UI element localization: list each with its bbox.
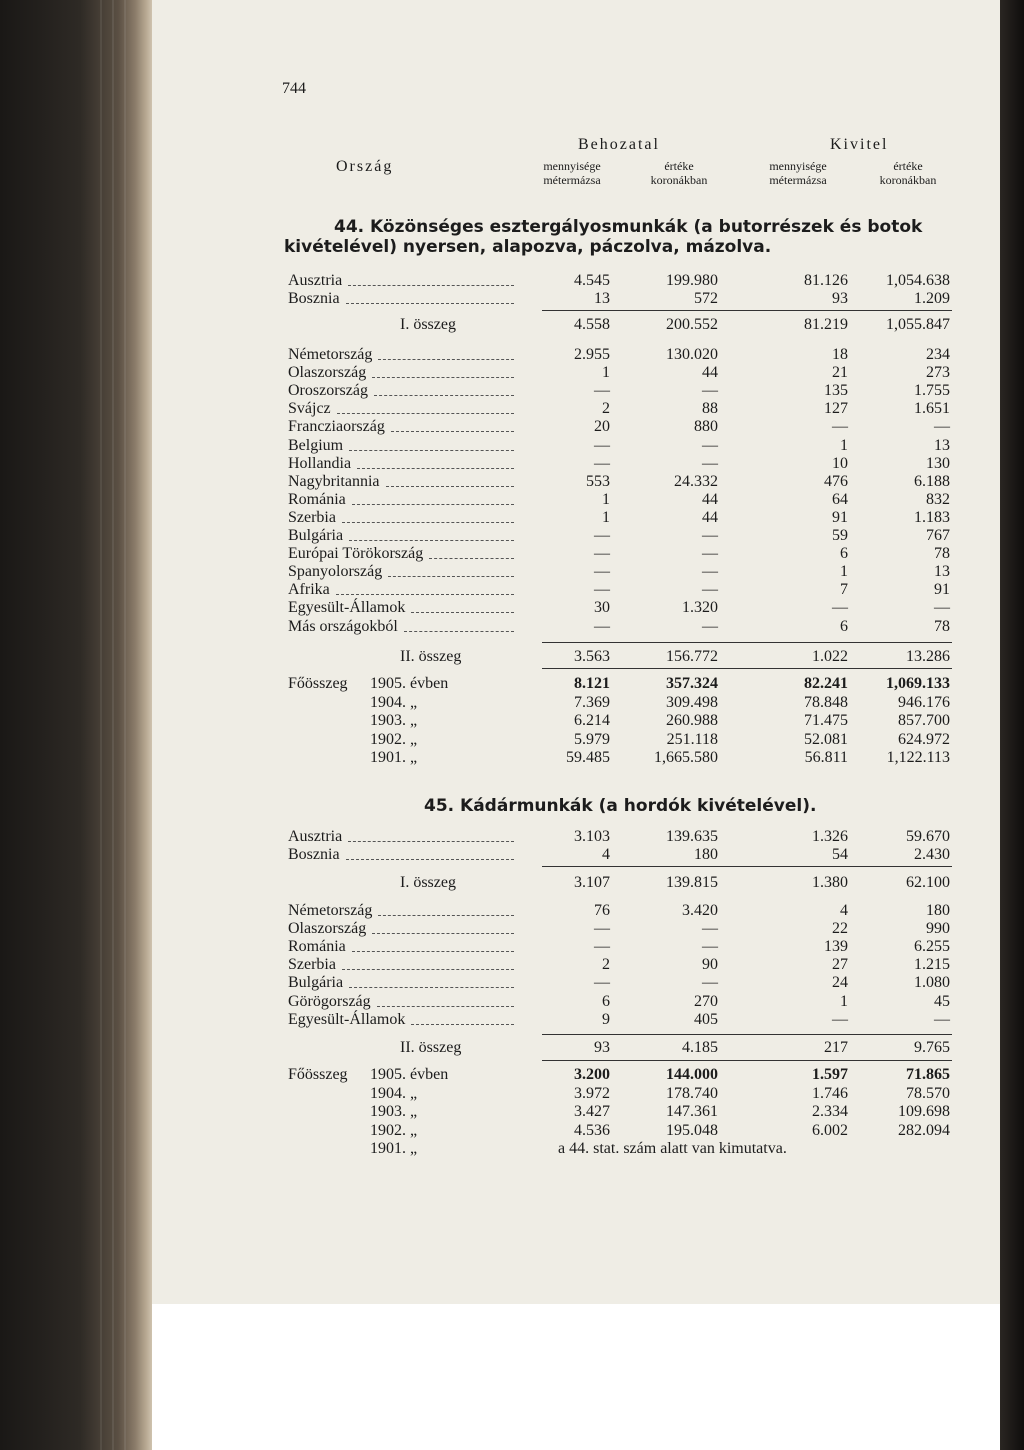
data-cell: 4 [602, 846, 610, 864]
data-cell: 127 [824, 400, 848, 418]
data-cell: 78 [934, 617, 950, 635]
data-cell: — [702, 581, 718, 599]
data-cell: 3.972 [574, 1084, 610, 1102]
data-cell: 78.570 [906, 1084, 950, 1102]
page-edge-right [1000, 0, 1024, 1450]
data-cell: 309.498 [666, 693, 718, 711]
data-cell: 91 [832, 508, 848, 526]
data-cell: 270 [694, 992, 718, 1010]
rule-line [542, 668, 952, 669]
leader-dots [342, 969, 514, 970]
data-cell: 1,122.113 [886, 749, 950, 766]
data-cell: 2.334 [812, 1103, 848, 1120]
country-label: Görögország [288, 992, 371, 1010]
data-cell: 1.380 [812, 874, 848, 891]
data-cell: 62.100 [906, 874, 950, 891]
data-cell: 4.536 [574, 1121, 610, 1139]
data-cell: 1.320 [682, 599, 718, 617]
data-cell: 180 [926, 902, 950, 919]
header-country: Ország [336, 158, 394, 175]
data-cell: 93 [594, 1039, 610, 1056]
data-cell: 13 [594, 290, 610, 308]
year-label: 1902. „ [370, 1121, 418, 1139]
header-import: Behozatal [578, 136, 660, 153]
table-title: kivételével) nyersen, alapozva, páczolva, mázolva. [284, 237, 772, 257]
data-cell: — [594, 527, 610, 544]
data-cell: 1 [602, 490, 610, 508]
country-label: Spanyolország [288, 563, 383, 581]
data-cell: 6.002 [812, 1121, 848, 1139]
data-cell: 93 [832, 290, 848, 308]
data-cell: 357.324 [666, 675, 718, 692]
country-label: Nagybritannia [288, 472, 380, 490]
data-cell: 476 [824, 472, 848, 490]
data-cell: — [702, 617, 718, 635]
data-cell: 6.255 [914, 938, 950, 956]
data-cell: 624.972 [898, 730, 950, 748]
data-cell: 45 [934, 992, 950, 1010]
column-header-measure: métermázsa [543, 173, 601, 187]
data-cell: 3.103 [574, 828, 610, 845]
country-label: Egyesült-Államok [288, 599, 406, 617]
country-label: Bosznia [288, 290, 340, 308]
data-cell: 59.485 [566, 749, 610, 766]
data-cell: 1.651 [914, 400, 950, 418]
data-cell: 44 [702, 490, 718, 508]
data-cell: 135 [824, 382, 848, 400]
data-cell: 234 [926, 346, 950, 363]
data-cell: 44 [702, 508, 718, 526]
data-cell: — [594, 617, 610, 635]
rule-line [542, 1034, 952, 1035]
data-cell: 1,665.580 [654, 749, 718, 766]
leader-dots [346, 859, 514, 860]
data-cell: 2.430 [914, 846, 950, 864]
data-cell: 3.420 [682, 902, 718, 919]
data-cell: 1.755 [914, 382, 950, 400]
data-cell: 990 [926, 920, 950, 938]
data-cell: — [594, 454, 610, 472]
country-label: Bulgária [288, 527, 344, 544]
data-cell: 71.865 [906, 1066, 950, 1083]
sum-label: II. összeg [400, 1039, 462, 1056]
data-cell: 832 [926, 490, 950, 508]
data-cell: — [594, 581, 610, 599]
data-cell: 81.219 [804, 316, 848, 333]
year-label: 1902. „ [370, 730, 418, 748]
data-cell: 22 [832, 920, 848, 938]
column-header-measure: métermázsa [769, 173, 827, 187]
data-cell: — [594, 938, 610, 956]
year-label: 1903. „ [370, 712, 418, 729]
leader-dots [342, 522, 514, 523]
data-cell: 8.121 [574, 675, 610, 692]
data-cell: 9 [602, 1010, 610, 1028]
country-label: Németország [288, 902, 373, 919]
page-number: 744 [282, 80, 306, 97]
data-cell: 251.118 [666, 730, 718, 748]
data-cell: 52.081 [804, 730, 848, 748]
data-cell: 30 [594, 599, 610, 617]
data-cell: 1,054.638 [886, 272, 950, 289]
data-cell: 147.361 [666, 1103, 718, 1120]
country-label: Románia [288, 490, 346, 508]
data-cell: 4.185 [682, 1039, 718, 1056]
data-cell: 5.979 [574, 730, 610, 748]
country-label: Svájcz [288, 400, 331, 418]
data-cell: — [934, 1010, 950, 1028]
country-label: Bosznia [288, 846, 340, 864]
data-cell: 178.740 [666, 1084, 718, 1102]
column-header-unit: értéke [893, 159, 923, 173]
data-cell: 4.558 [574, 316, 610, 333]
data-cell: 44 [702, 364, 718, 382]
data-cell: 260.988 [666, 712, 718, 729]
data-cell: 7.369 [574, 693, 610, 711]
data-cell: 1.209 [914, 290, 950, 308]
book-page [152, 0, 1000, 1304]
year-label: 1901. „ [370, 1140, 418, 1157]
header-export: Kivitel [830, 136, 889, 153]
data-cell: — [934, 599, 950, 617]
country-label: Románia [288, 938, 346, 956]
data-cell: — [832, 1010, 848, 1028]
data-cell: 24 [832, 974, 848, 992]
data-cell: 56.811 [804, 749, 848, 766]
leader-dots [346, 303, 514, 304]
data-cell: 78.848 [804, 693, 848, 711]
data-cell: — [702, 436, 718, 454]
data-cell: — [702, 920, 718, 938]
data-cell: — [702, 974, 718, 992]
country-label: Más országokból [288, 617, 398, 635]
data-cell: — [594, 563, 610, 581]
data-cell: — [702, 938, 718, 956]
data-cell: 6 [840, 617, 848, 635]
data-cell: 1 [840, 436, 848, 454]
data-cell: — [594, 545, 610, 563]
data-cell: 156.772 [666, 648, 718, 665]
year-label: 1905. évben [370, 1066, 449, 1083]
country-label: Oroszország [288, 382, 368, 400]
data-cell: — [832, 418, 848, 436]
rule-line [542, 1060, 952, 1061]
data-cell: 880 [694, 418, 718, 436]
year-label: 1904. „ [370, 1084, 418, 1102]
data-cell: 82.241 [804, 675, 848, 692]
data-cell: — [702, 527, 718, 544]
data-cell: — [934, 418, 950, 436]
country-label: Afrika [288, 581, 330, 599]
data-cell: 553 [586, 472, 610, 490]
data-cell: 1 [840, 992, 848, 1010]
data-cell: — [702, 563, 718, 581]
data-cell: 1,069.133 [886, 675, 950, 692]
data-cell: 946.176 [898, 693, 950, 711]
country-label: Olaszország [288, 920, 367, 938]
data-cell: 24.332 [674, 472, 718, 490]
data-cell: 109.698 [898, 1103, 950, 1120]
data-cell: 18 [832, 346, 848, 363]
sum-label: II. összeg [400, 648, 462, 665]
data-cell: 572 [694, 290, 718, 308]
data-cell: 20 [594, 418, 610, 436]
totals-label: Főösszeg [288, 1066, 348, 1083]
data-cell: 6.214 [574, 712, 610, 729]
data-cell: 1.746 [812, 1084, 848, 1102]
data-cell: — [594, 436, 610, 454]
data-cell: 195.048 [666, 1121, 718, 1139]
data-cell: 282.094 [898, 1121, 950, 1139]
data-cell: 71.475 [804, 712, 848, 729]
data-cell: 1 [602, 508, 610, 526]
data-cell: 88 [702, 400, 718, 418]
data-cell: 4.545 [574, 272, 610, 289]
country-label: Hollandia [288, 454, 352, 472]
data-cell: 90 [702, 956, 718, 974]
data-cell: 64 [832, 490, 848, 508]
data-cell: — [702, 382, 718, 400]
data-cell: 59 [832, 527, 848, 544]
data-cell: 2.955 [574, 346, 610, 363]
book-binding [0, 0, 152, 1450]
data-cell: 9.765 [914, 1039, 950, 1056]
data-cell: 81.126 [804, 272, 848, 289]
data-cell: 857.700 [898, 712, 950, 729]
sum-label: I. összeg [400, 874, 456, 891]
data-cell: 3.107 [574, 874, 610, 891]
note-text: a 44. stat. szám alatt van kimutatva. [558, 1140, 787, 1157]
data-cell: 21 [832, 364, 848, 382]
data-cell: 6 [602, 992, 610, 1010]
data-cell: 2 [602, 956, 610, 974]
rule-line [542, 866, 952, 867]
country-label: Európai Törökország [288, 545, 424, 563]
table-title: 45. Kádármunkák (a hordók kivételével). [424, 796, 817, 816]
data-cell: 2 [602, 400, 610, 418]
data-cell: 13.286 [906, 648, 950, 665]
data-cell: 54 [832, 846, 848, 864]
data-cell: 3.563 [574, 648, 610, 665]
data-cell: 130.020 [666, 346, 718, 363]
leader-dots [337, 413, 514, 414]
rule-line [542, 310, 952, 311]
leader-dots [336, 594, 514, 595]
data-cell: 1,055.847 [886, 316, 950, 333]
data-cell: 27 [832, 956, 848, 974]
year-label: 1903. „ [370, 1103, 418, 1120]
year-label: 1904. „ [370, 693, 418, 711]
data-cell: — [832, 599, 848, 617]
data-cell: 273 [926, 364, 950, 382]
data-cell: 78 [934, 545, 950, 563]
totals-label: Főösszeg [288, 675, 348, 692]
country-label: Ausztria [288, 272, 343, 289]
data-cell: 200.552 [666, 316, 718, 333]
country-label: Szerbia [288, 508, 336, 526]
data-cell: 130 [926, 454, 950, 472]
country-label: Ausztria [288, 828, 343, 845]
data-cell: 3.200 [574, 1066, 610, 1083]
data-cell: — [594, 920, 610, 938]
country-label: Olaszország [288, 364, 367, 382]
data-cell: — [594, 382, 610, 400]
data-cell: 59.670 [906, 828, 950, 845]
country-label: Bulgária [288, 974, 344, 992]
data-cell: — [702, 454, 718, 472]
year-label: 1905. évben [370, 675, 449, 692]
data-cell: 767 [926, 527, 950, 544]
column-header-measure: koronákban [879, 173, 937, 187]
data-cell: 76 [594, 902, 610, 919]
column-header-unit: értéke [664, 159, 694, 173]
data-cell: 6 [840, 545, 848, 563]
data-cell: 1.080 [914, 974, 950, 992]
data-cell: 3.427 [574, 1103, 610, 1120]
data-cell: 1 [840, 563, 848, 581]
data-cell: 139.635 [666, 828, 718, 845]
data-cell: 6.188 [914, 472, 950, 490]
sum-label: I. összeg [400, 316, 456, 333]
country-label: Szerbia [288, 956, 336, 974]
country-label: Francziaország [288, 418, 385, 436]
rule-line [542, 642, 952, 643]
scan-margin [152, 1304, 1000, 1450]
country-label: Németország [288, 346, 373, 363]
data-cell: 1.183 [914, 508, 950, 526]
data-cell: 13 [934, 563, 950, 581]
data-cell: 405 [694, 1010, 718, 1028]
data-cell: 139.815 [666, 874, 718, 891]
country-label: Egyesült-Államok [288, 1010, 406, 1028]
column-header-measure: koronákban [650, 173, 708, 187]
data-cell: 1.597 [812, 1066, 848, 1083]
data-cell: 10 [832, 454, 848, 472]
column-header-unit: mennyisége [769, 159, 827, 173]
data-cell: 13 [934, 436, 950, 454]
column-header-unit: mennyisége [543, 159, 601, 173]
data-cell: 199.980 [666, 272, 718, 289]
data-cell: 139 [824, 938, 848, 956]
data-cell: 91 [934, 581, 950, 599]
country-label: Belgium [288, 436, 344, 454]
data-cell: — [594, 974, 610, 992]
data-cell: 217 [824, 1039, 848, 1056]
data-cell: 1.326 [812, 828, 848, 845]
data-cell: 180 [694, 846, 718, 864]
data-cell: 1.215 [914, 956, 950, 974]
data-cell: 7 [840, 581, 848, 599]
table-title: 44. Közönséges esztergályosmunkák (a butorrészek és botok [334, 217, 923, 237]
data-cell: 4 [840, 902, 848, 919]
year-label: 1901. „ [370, 749, 418, 766]
data-cell: 1 [602, 364, 610, 382]
data-cell: — [702, 545, 718, 563]
data-cell: 1.022 [812, 648, 848, 665]
data-cell: 144.000 [666, 1066, 718, 1083]
